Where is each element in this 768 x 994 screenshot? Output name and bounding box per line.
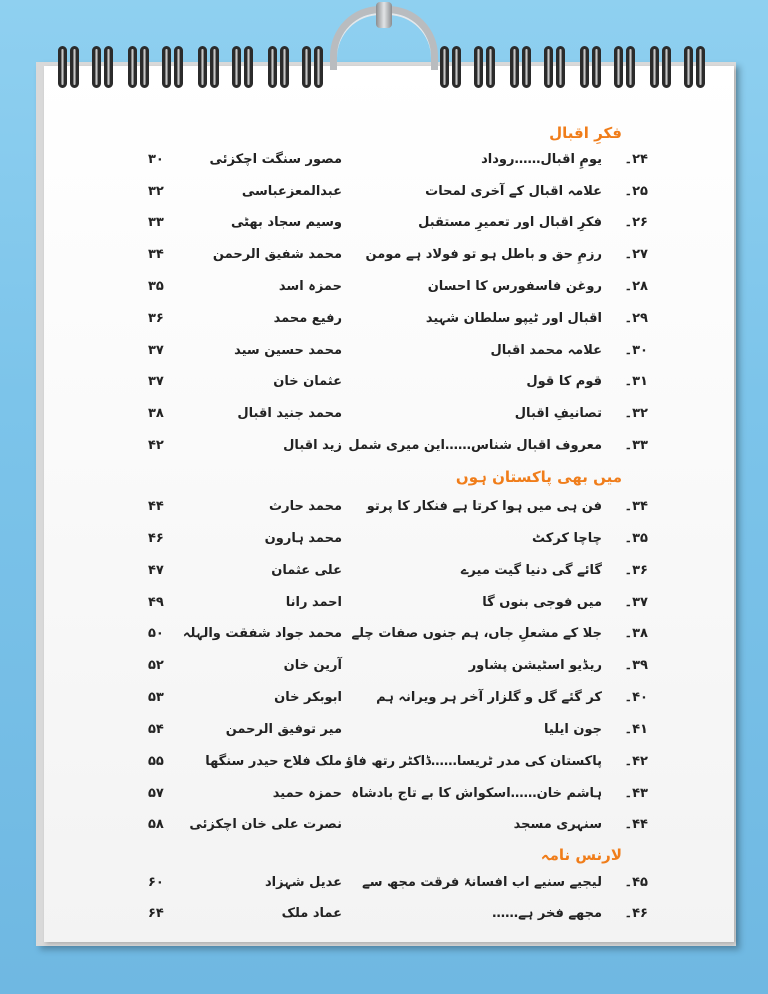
item-title: کر گئے گل و گلزار آخر ہر ویرانہ ہم [376,690,602,705]
item-number: ۴۱۔ [624,722,648,737]
item-page: ۵۳ [148,690,164,705]
item-title: علامہ اقبال کے آخری لمحات [425,184,602,199]
item-author: زید اقبال [283,438,342,453]
section-title: میں بھی پاکستان ہوں [455,468,622,486]
item-author: رفیع محمد [273,311,342,326]
item-page: ۵۰ [148,626,164,641]
item-title: پاکستان کی مدر ٹریسا……ڈاکٹر رتھ فاؤ [345,754,602,769]
item-author: ابوبکر خان [274,690,342,705]
item-number: ۳۸۔ [624,626,648,641]
item-author: مصور سنگت اچکزئی [209,152,342,167]
item-title: گائے گی دنیا گیت میرے [460,563,602,578]
item-number: ۳۲۔ [624,406,648,421]
list-item[interactable] [0,906,768,928]
item-page: ۳۲ [148,184,164,199]
item-number: ۴۴۔ [624,817,648,832]
item-page: ۶۴ [148,906,164,921]
item-title: علامہ محمد اقبال [490,343,602,358]
item-title: میں فوجی بنوں گا [482,595,602,610]
list-item[interactable] [0,722,768,744]
list-item[interactable] [0,531,768,553]
item-number: ۴۳۔ [624,786,648,801]
item-author: نصرت علی خان اچکزئی [189,817,342,832]
list-item[interactable] [0,152,768,174]
item-author: محمد جنید اقبال [237,406,342,421]
item-page: ۶۰ [148,875,164,890]
item-number: ۳۷۔ [624,595,648,610]
list-item[interactable] [0,215,768,237]
item-author: ملک فلاح حیدر سنگھا [205,754,342,769]
item-title: روغن فاسفورس کا احسان [427,279,602,294]
item-page: ۵۷ [148,786,164,801]
item-author: محمد حسین سید [234,343,342,358]
list-item[interactable] [0,817,768,839]
item-author: محمد حارث [269,499,342,514]
item-author: عماد ملک [281,906,342,921]
item-page: ۳۶ [148,311,164,326]
item-title: چاچا کرکٹ [532,531,602,546]
item-author: احمد رانا [285,595,342,610]
item-page: ۴۹ [148,595,164,610]
list-item[interactable] [0,563,768,585]
list-item[interactable] [0,658,768,680]
item-page: ۴۴ [148,499,164,514]
item-page: ۳۷ [148,374,164,389]
item-title: قوم کا قول [526,374,602,389]
list-item[interactable] [0,875,768,897]
item-title: رزمِ حق و باطل ہو تو فولاد ہے مومن [365,247,602,262]
item-title: سنہری مسجد [513,817,602,832]
list-item[interactable] [0,786,768,808]
list-item[interactable] [0,406,768,428]
item-number: ۲۸۔ [624,279,648,294]
item-page: ۴۲ [148,438,164,453]
item-number: ۴۲۔ [624,754,648,769]
item-author: حمزہ حمید [272,786,342,801]
item-title: اقبال اور ٹیپو سلطان شہید [425,311,602,326]
item-title: لیجیے سنیے اب افسانۂ فرقت مجھ سے [362,875,602,890]
list-item[interactable] [0,279,768,301]
item-number: ۲۷۔ [624,247,648,262]
list-item[interactable] [0,184,768,206]
item-number: ۳۳۔ [624,438,648,453]
item-number: ۲۹۔ [624,311,648,326]
item-page: ۴۷ [148,563,164,578]
item-author: محمد جواد شفقت والہلہ [182,626,342,641]
list-item[interactable] [0,595,768,617]
item-author: علی عثمان [271,563,342,578]
item-page: ۳۳ [148,215,164,230]
item-page: ۵۵ [148,754,164,769]
item-number: ۳۱۔ [624,374,648,389]
list-item[interactable] [0,754,768,776]
item-author: وسیم سجاد بھٹی [230,215,342,230]
item-number: ۲۵۔ [624,184,648,199]
list-item[interactable] [0,311,768,333]
item-number: ۳۶۔ [624,563,648,578]
item-number: ۴۰۔ [624,690,648,705]
list-item[interactable] [0,626,768,648]
item-page: ۵۸ [148,817,164,832]
item-title: فن ہی میں ہوا کرتا ہے فنکار کا پرتو [366,499,602,514]
item-number: ۳۴۔ [624,499,648,514]
item-author: عثمان خان [273,374,342,389]
list-item[interactable] [0,343,768,365]
item-title: یومِ اقبال……روداد [481,152,602,167]
item-number: ۲۶۔ [624,215,648,230]
item-title: ریڈیو اسٹیشن پشاور [468,658,602,673]
item-author: عبدالمعزعباسی [241,184,342,199]
item-author: میر توفیق الرحمن [225,722,342,737]
item-author: حمزہ اسد [278,279,342,294]
item-page: ۵۴ [148,722,164,737]
item-title: تصانیفِ اقبال [514,406,602,421]
item-number: ۴۶۔ [624,906,648,921]
item-title: جلا کے مشعلِ جاں، ہم جنوں صفات چلے [351,626,602,641]
list-item[interactable] [0,374,768,396]
item-author: آرین خان [283,658,342,673]
item-author: محمد ہارون [264,531,342,546]
section-title: فکرِ اقبال [549,124,622,142]
item-number: ۳۰۔ [624,343,648,358]
item-page: ۳۵ [148,279,164,294]
item-title: جون ایلیا [544,722,602,737]
item-number: ۳۹۔ [624,658,648,673]
list-item[interactable] [0,690,768,712]
item-page: ۳۸ [148,406,164,421]
item-page: ۳۰ [148,152,164,167]
list-item[interactable] [0,438,768,460]
item-title: معروف اقبال شناس……این میری شمل [348,438,602,453]
item-page: ۵۲ [148,658,164,673]
item-author: عدیل شہزاد [264,875,342,890]
item-title: فکرِ اقبال اور تعمیرِ مستقبل [418,215,602,230]
item-number: ۲۴۔ [624,152,648,167]
item-number: ۴۵۔ [624,875,648,890]
section-title: لارنس نامہ [540,846,622,864]
item-title: مجھے فخر ہے…… [492,906,602,921]
item-title: ہاشم خان……اسکواش کا بے تاج بادشاہ [351,786,602,801]
item-page: ۴۶ [148,531,164,546]
item-page: ۳۷ [148,343,164,358]
item-number: ۳۵۔ [624,531,648,546]
list-item[interactable] [0,247,768,269]
item-page: ۳۴ [148,247,164,262]
list-item[interactable] [0,499,768,521]
item-author: محمد شفیق الرحمن [212,247,342,262]
